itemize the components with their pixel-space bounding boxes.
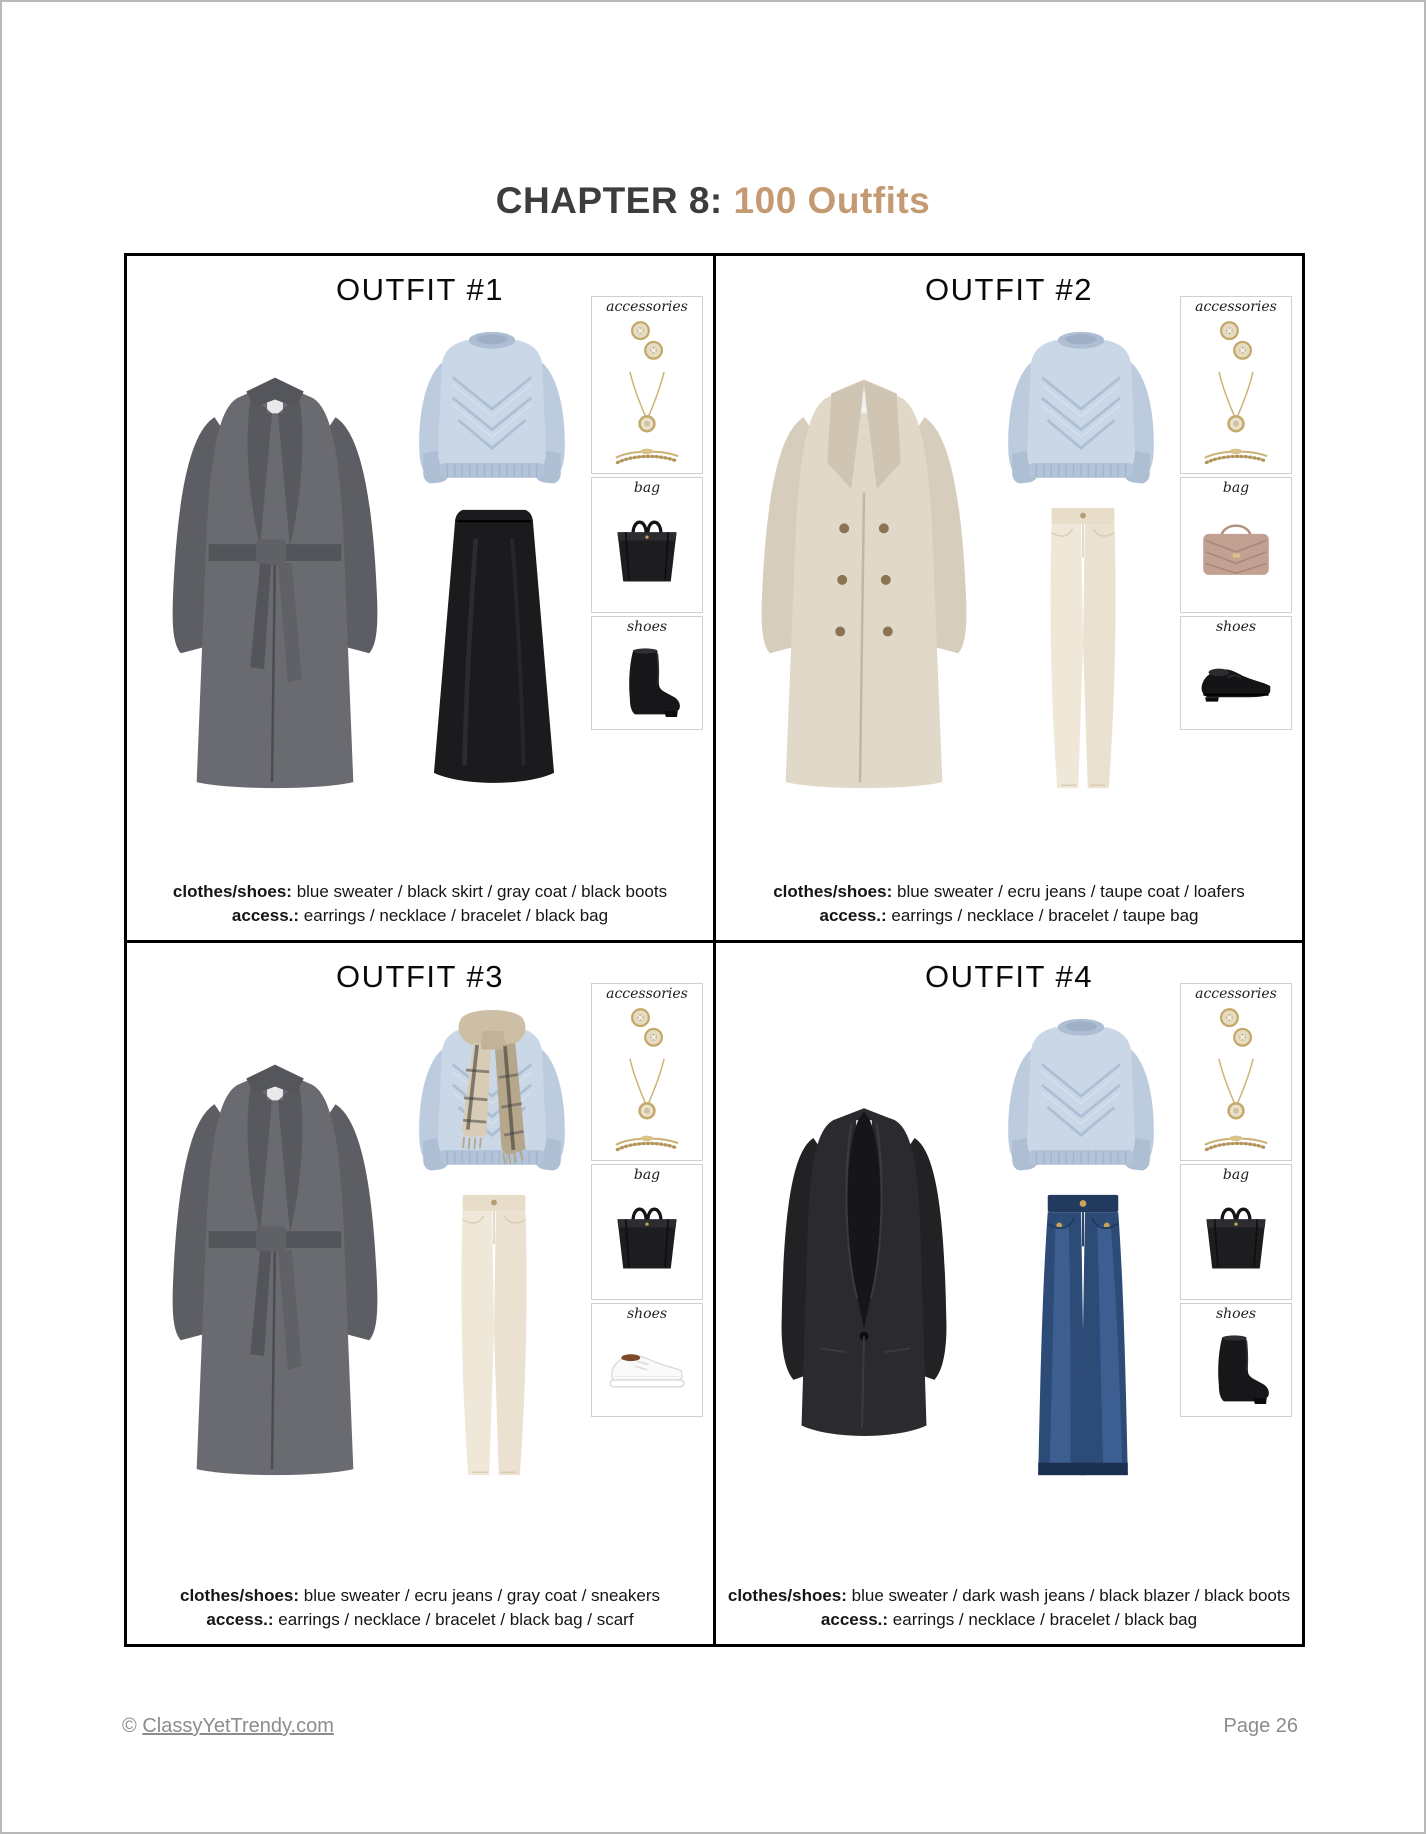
necklace-icon [1209, 1056, 1263, 1130]
page-number: Page 26 [1223, 1715, 1298, 1737]
shoes-section [1180, 616, 1292, 730]
chapter-title-highlight: 100 Outfits [733, 180, 931, 221]
accessories-panel [591, 983, 703, 1420]
shoes-section [591, 1303, 703, 1417]
shoes-icon [1193, 645, 1279, 717]
earrings-icon [625, 319, 669, 367]
chapter-title-prefix: CHAPTER 8: [495, 180, 723, 221]
bracelet-icon [1198, 1132, 1274, 1156]
bag-icon [606, 1191, 688, 1277]
outfit-card-4 [716, 943, 1302, 1644]
shoes-label: shoes [1215, 619, 1257, 635]
bag-label: bag [1222, 480, 1250, 496]
shoes-icon [604, 1332, 690, 1404]
bag-section [591, 477, 703, 613]
bag-icon [1195, 504, 1277, 590]
outerwear-image [740, 1021, 988, 1487]
access-label: access.: [231, 906, 300, 926]
clothes-text: blue sweater / ecru jeans / gray coat / sneakers [303, 1586, 661, 1606]
access-label: access.: [820, 1610, 889, 1630]
outerwear-image [740, 334, 988, 800]
bracelet-icon [609, 445, 685, 469]
bottom-garment-image [413, 500, 575, 796]
sweater-image [399, 999, 585, 1195]
bracelet-icon [609, 1132, 685, 1156]
clothes-label: clothes/shoes: [773, 882, 893, 902]
outerwear-image [151, 1021, 399, 1487]
outfit-card-1 [127, 256, 713, 940]
access-text: earrings / necklace / bracelet / black bag [892, 1610, 1198, 1630]
earrings-icon [625, 1006, 669, 1054]
access-label: access.: [206, 1610, 274, 1630]
accessories-label: accessories [1195, 986, 1277, 1002]
site-link[interactable]: ClassyYetTrendy.com [142, 1715, 334, 1737]
bag-label: bag [1222, 1167, 1250, 1183]
necklace-icon [620, 1056, 674, 1130]
bag-section [591, 1164, 703, 1300]
outfit-title: OUTFIT #1 [336, 272, 504, 307]
page-footer [122, 1715, 1298, 1738]
footer-copyright [122, 1715, 334, 1738]
accessories-section [1180, 983, 1292, 1161]
bag-icon [1195, 1191, 1277, 1277]
clothes-text: blue sweater / black skirt / gray coat / black boots [296, 882, 668, 902]
bag-label: bag [633, 1167, 661, 1183]
bag-icon [606, 504, 688, 590]
shoes-section [591, 616, 703, 730]
outfit-title: OUTFIT #4 [925, 959, 1093, 994]
shoes-section [1180, 1303, 1292, 1417]
outfit-card-3 [127, 943, 713, 1644]
sweater-image [988, 999, 1174, 1195]
bottom-garment-image [1002, 1187, 1164, 1483]
bag-label: bag [633, 480, 661, 496]
shoes-icon [1193, 1332, 1279, 1404]
earrings-icon [1214, 1006, 1258, 1054]
shoes-label: shoes [626, 619, 668, 635]
access-text: earrings / necklace / bracelet / taupe bag [891, 906, 1199, 926]
bracelet-icon [1198, 445, 1274, 469]
earrings-icon [1214, 319, 1258, 367]
outfit-caption [725, 880, 1293, 928]
shoes-label: shoes [1215, 1306, 1257, 1322]
accessories-section [591, 983, 703, 1161]
outfit-title: OUTFIT #2 [925, 272, 1093, 307]
accessories-section [1180, 296, 1292, 474]
clothes-label: clothes/shoes: [172, 882, 292, 902]
bag-section [1180, 477, 1292, 613]
shoes-label: shoes [626, 1306, 668, 1322]
outfit-caption [136, 880, 704, 928]
shoes-icon [604, 645, 690, 717]
sweater-image [399, 312, 585, 508]
accessories-label: accessories [606, 299, 688, 315]
access-text: earrings / necklace / bracelet / black bag [303, 906, 609, 926]
bag-section [1180, 1164, 1292, 1300]
clothes-label: clothes/shoes: [179, 1586, 300, 1606]
outfit-card-2 [716, 256, 1302, 940]
access-label: access.: [819, 906, 887, 926]
clothes-text: blue sweater / dark wash jeans / black blazer / black boots [851, 1586, 1291, 1606]
outfit-caption [725, 1584, 1293, 1632]
outerwear-image [151, 334, 399, 800]
bottom-garment-image [1002, 500, 1164, 796]
accessories-label: accessories [1195, 299, 1277, 315]
chapter-title [2, 180, 1424, 222]
accessories-label: accessories [606, 986, 688, 1002]
accessories-panel [1180, 296, 1292, 733]
outfit-grid [124, 253, 1305, 1647]
bottom-garment-image [413, 1187, 575, 1483]
accessories-panel [591, 296, 703, 733]
necklace-icon [1209, 369, 1263, 443]
outfit-title: OUTFIT #3 [336, 959, 504, 994]
access-text: earrings / necklace / bracelet / black bag / scarf [278, 1610, 634, 1630]
accessories-section [591, 296, 703, 474]
sweater-image [988, 312, 1174, 508]
clothes-text: blue sweater / ecru jeans / taupe coat / loafers [897, 882, 1245, 902]
outfit-caption [136, 1584, 704, 1632]
accessories-panel [1180, 983, 1292, 1420]
clothes-label: clothes/shoes: [727, 1586, 847, 1606]
necklace-icon [620, 369, 674, 443]
copyright-symbol: © [122, 1715, 137, 1737]
